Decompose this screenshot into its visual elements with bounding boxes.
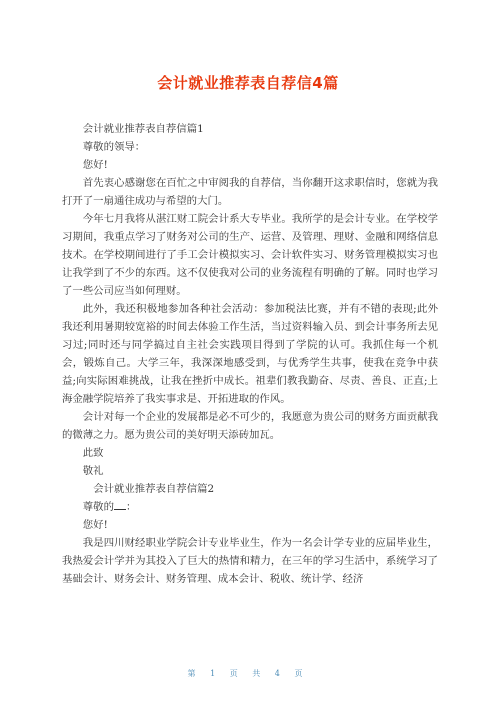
document-title: 会计就业推荐表自荐信4篇 xyxy=(157,74,339,92)
section-heading: 会计就业推荐表自荐信篇2 xyxy=(93,483,215,495)
closing-line: 此致 xyxy=(82,447,104,459)
salutation-suffix: ： xyxy=(125,501,137,513)
body-paragraph: 会计对每一个企业的发展都是必不可少的，我愿意为贵公司的财务方面贡献我的微薄之力。愿为贵公司的美好明天添砖加瓦。 xyxy=(62,411,438,441)
blank-underline xyxy=(114,498,126,510)
greeting: 您好! xyxy=(82,519,108,531)
page-footer: 第 1 页 共 4 页 xyxy=(187,669,309,678)
body-paragraph: 首先衷心感谢您在百忙之中审阅我的自荐信，当你翻开这求职信时，您就为我打开了一扇通往成功与希望的大门。 xyxy=(62,177,438,207)
salutation xyxy=(62,498,438,516)
section-heading: 会计就业推荐表自荐信篇1 xyxy=(82,123,204,135)
greeting: 您好! xyxy=(82,159,108,171)
closing-line: 敬礼 xyxy=(82,465,104,477)
body-paragraph: 我是四川财经职业学院会计专业毕业生，作为一名会计学专业的应届毕业生，我热爱会计学并为其投入了巨大的热情和精力，在三年的学习生活中，系统学习了基础会计、财务会计、财务管理、成本会计、税收、统计学、经济 xyxy=(62,537,438,585)
salutation-prefix: 尊敬的 xyxy=(82,501,114,513)
body-paragraph: 此外，我还积极地参加各种社会活动：参加税法比赛，并有不错的表现;此外我还利用暑期较宽裕的时间去体验工作生活，当过资料输入员、到会计事务所去见习过;同时还与同学搞过自主社会实践项目得到了学院的认可。我抓住每一个机会，锻炼自己。大学三年，我深深地感受到，与优秀学生共事，使我在竞争中获益;向实际困难挑战，让我在挫折中成长。祖辈们教我勤奋、尽责、善良、正直;上海金融学院培养了我实事求是、开拓进取的作风。 xyxy=(62,303,438,405)
document-body xyxy=(62,120,438,588)
body-paragraph: 今年七月我将从湛江财工院会计系大专毕业。我所学的是会计专业。在学校学习期间，我重点学习了财务对公司的生产、运营、及管理、理财、金融和网络信息技术。在学校期间进行了手工会计模拟实习、会计软件实习、财务管理模拟实习也让我学到了不少的东西。这不仅使我对公司的业务流程有明确的了解。同时也学习了一些公司应当如何理财。 xyxy=(62,213,438,297)
salutation: 尊敬的领导： xyxy=(82,141,146,153)
